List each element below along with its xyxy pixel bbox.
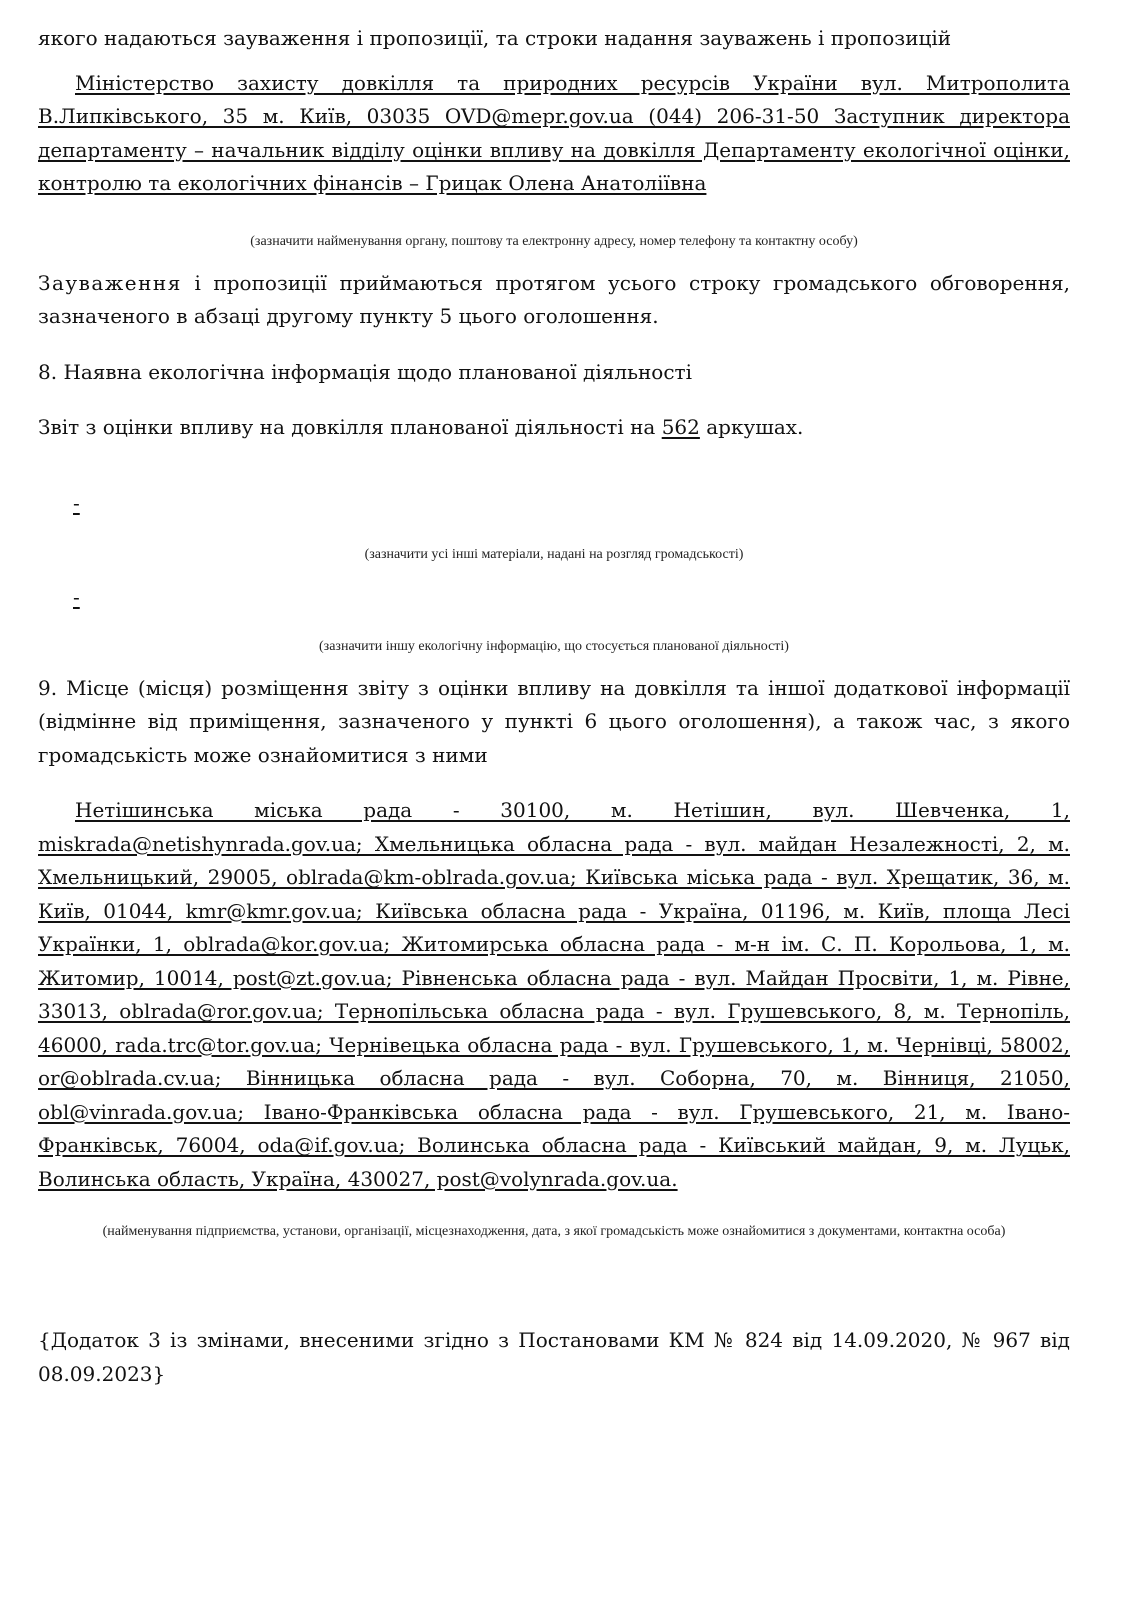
remarks-paragraph xyxy=(38,267,1070,334)
section-9-number: 9. xyxy=(38,675,58,700)
caption-other-materials: (зазначити усі інші матеріали, надані на розгляд громадськості) xyxy=(364,546,744,562)
amendment-note: {Додаток 3 із змінами, внесеними згідно з Постановами КМ № 824 від 14.09.2020, № 967 від 08.09.2023} xyxy=(38,1328,1070,1386)
section-8-heading: 8. Наявна екологічна інформація щодо планованої діяльності xyxy=(38,359,693,384)
remarks-text: і пропозиції приймаються протягом усього строку громадського обговорення, зазначеного в абзаці другому пункту 5 цього оголошення. xyxy=(38,270,1070,328)
report-sheets-line xyxy=(38,411,1070,445)
report-prefix: Звіт з оцінки впливу на довкілля планованої діяльності на xyxy=(38,415,662,439)
locations-paragraph xyxy=(38,794,1070,1196)
caption-authority: (зазначити найменування органу, поштову та електронну адресу, номер телефону та контактну особу) xyxy=(250,233,858,249)
document-page xyxy=(38,22,1070,1391)
authority-contact-details: Міністерство захисту довкілля та природних ресурсів України вул. Митрополита В.Липківського, 35 м. Київ, 03035 OVD@mepr.gov.ua (044) 206-31-50 Заступник директора департаменту – начальник відділу оцінки впливу на довкілля Департаменту екологічної оцінки, контролю та екологічних фінансів – Грицак Олена Анатоліївна xyxy=(38,70,1070,195)
caption-locations: (найменування підприємства, установи, організації, місцезнаходження, дата, з якої громадськість може ознайомитися з документами, контактна особа) xyxy=(102,1224,1006,1239)
remarks-word: Зауваження xyxy=(38,270,182,295)
section-9-text: Місце (місця) розміщення звіту з оцінки впливу на довкілля та іншої додаткової інформації (відмінне від приміщення, зазначеного у пункті 6 цього оголошення), а також час, з якого громадськість може ознайомитися з ними xyxy=(38,675,1070,767)
section-9-paragraph xyxy=(38,672,1070,773)
other-info-dash: - xyxy=(73,584,80,609)
caption-other-info: (зазначити іншу екологічну інформацію, що стосується планованої діяльності) xyxy=(319,638,789,654)
other-materials-dash: - xyxy=(73,490,80,515)
authority-paragraph xyxy=(38,67,1070,201)
locations-list: Нетішинська міська рада - 30100, м. Нетішин, вул. Шевченка, 1, miskrada@netishynrada.gov.ua; Хмельницька обласна рада - вул. майдан Незалежності, 2, м. Хмельницький, 29005, oblrada@km-oblrada.gov.ua; Київська міська рада - вул. Хрещатик, 36, м. Київ, 01044, kmr@kmr.gov.ua; Київська обласна рада - Україна, 01196, м. Київ, площа Лесі Українки, 1, oblrada@kor.gov.ua; Житомирська обласна рада - м-н ім. С. П. Корольова, 1, м. Житомир, 10014, post@zt.gov.ua; Рівненська обласна рада - вул. Майдан Просвіти, 1, м. Рівне, 33013, oblrada@ror.gov.ua; Тернопільська обласна рада - вул. Грушевського, 8, м. Тернопіль, 46000, rada.trc@tor.gov.ua; Чернівецька обласна рада - вул. Грушевського, 1, м. Чернівці, 58002, or@oblrada.cv.ua; Вінницька обласна рада - вул. Соборна, 70, м. Вінниця, 21050, obl@vinrada.gov.ua; Івано-Франківська обласна рада - вул. Грушевського, 21, м. Івано-Франківськ, 76004, oda@if.gov.ua; Волинська обласна рада - Київський майдан, 9, м. Луцьк, Волинська область, Україна, 430027, post@volynrada.gov.ua. xyxy=(38,798,1070,1191)
report-suffix: аркушах. xyxy=(699,415,804,439)
intro-line: якого надаються зауваження і пропозиції, та строки надання зауважень і пропозицій xyxy=(38,26,952,50)
report-sheets-count: 562 xyxy=(661,415,700,439)
